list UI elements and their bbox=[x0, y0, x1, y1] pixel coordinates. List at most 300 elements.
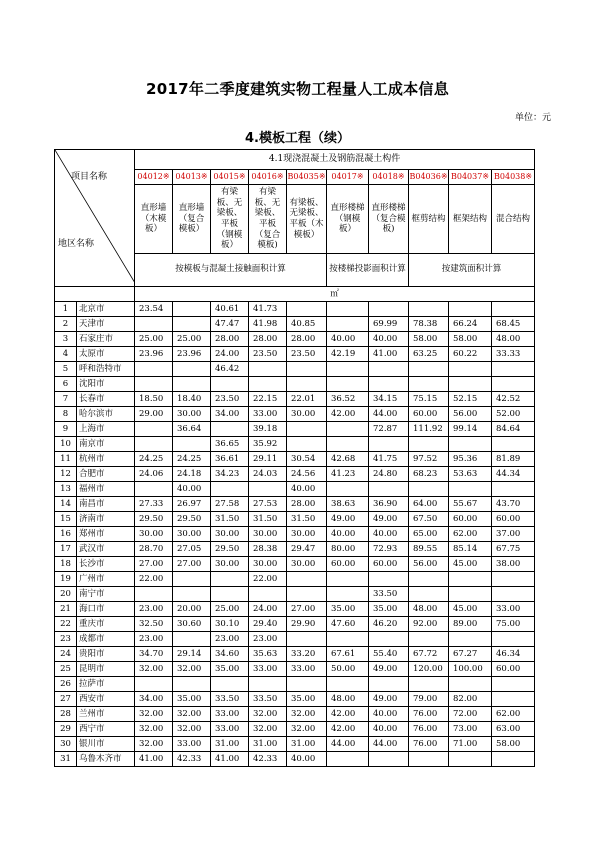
row-number: 1 bbox=[55, 302, 77, 317]
value-cell: 78.38 bbox=[409, 317, 449, 332]
value-cell: 23.00 bbox=[211, 632, 249, 647]
value-cell bbox=[409, 482, 449, 497]
value-cell bbox=[492, 692, 535, 707]
row-number: 18 bbox=[55, 557, 77, 572]
value-cell: 18.50 bbox=[135, 392, 173, 407]
value-cell: 34.70 bbox=[135, 647, 173, 662]
value-cell: 32.00 bbox=[135, 662, 173, 677]
value-cell: 29.47 bbox=[287, 542, 327, 557]
group-header: 4.1现浇混凝土及钢筋混凝土构件 bbox=[135, 150, 535, 170]
value-cell: 40.00 bbox=[327, 527, 369, 542]
value-cell: 30.00 bbox=[211, 557, 249, 572]
row-number: 16 bbox=[55, 527, 77, 542]
value-cell: 40.85 bbox=[287, 317, 327, 332]
value-cell bbox=[135, 317, 173, 332]
value-cell: 33.00 bbox=[287, 662, 327, 677]
value-cell: 46.34 bbox=[492, 647, 535, 662]
value-cell: 35.63 bbox=[249, 647, 287, 662]
value-cell bbox=[327, 572, 369, 587]
value-cell bbox=[211, 377, 249, 392]
value-cell: 33.00 bbox=[249, 662, 287, 677]
value-cell: 24.00 bbox=[211, 347, 249, 362]
value-cell: 28.00 bbox=[211, 332, 249, 347]
table-row bbox=[55, 677, 535, 692]
item-description: 有梁板、无梁板、平板（钢模板） bbox=[211, 185, 249, 254]
value-cell: 38.63 bbox=[327, 497, 369, 512]
table-row bbox=[55, 332, 535, 347]
value-cell: 33.50 bbox=[211, 692, 249, 707]
value-cell bbox=[369, 572, 409, 587]
value-cell bbox=[327, 302, 369, 317]
table-row bbox=[55, 557, 535, 572]
value-cell: 30.00 bbox=[249, 527, 287, 542]
value-cell: 47.60 bbox=[327, 617, 369, 632]
value-cell bbox=[409, 302, 449, 317]
value-cell bbox=[492, 572, 535, 587]
row-number: 2 bbox=[55, 317, 77, 332]
value-cell: 34.00 bbox=[211, 407, 249, 422]
value-cell bbox=[135, 362, 173, 377]
table-row bbox=[55, 497, 535, 512]
value-cell: 40.00 bbox=[173, 482, 211, 497]
value-cell: 72.93 bbox=[369, 542, 409, 557]
value-cell bbox=[173, 632, 211, 647]
value-cell: 85.14 bbox=[449, 542, 492, 557]
row-number: 14 bbox=[55, 497, 77, 512]
value-cell bbox=[135, 482, 173, 497]
value-cell: 53.63 bbox=[449, 467, 492, 482]
value-cell: 60.00 bbox=[449, 512, 492, 527]
city-name: 贵阳市 bbox=[77, 647, 135, 662]
row-number: 20 bbox=[55, 587, 77, 602]
value-cell: 79.00 bbox=[409, 692, 449, 707]
value-cell bbox=[449, 482, 492, 497]
value-cell: 60.00 bbox=[369, 557, 409, 572]
value-cell: 29.11 bbox=[249, 452, 287, 467]
city-name: 长沙市 bbox=[77, 557, 135, 572]
table-row bbox=[55, 437, 535, 452]
value-cell: 72.87 bbox=[369, 422, 409, 437]
value-cell bbox=[449, 587, 492, 602]
value-cell: 32.00 bbox=[135, 707, 173, 722]
value-cell bbox=[492, 482, 535, 497]
value-cell: 76.00 bbox=[409, 722, 449, 737]
value-cell: 68.45 bbox=[492, 317, 535, 332]
table-row bbox=[55, 377, 535, 392]
value-cell: 73.00 bbox=[449, 722, 492, 737]
row-number: 19 bbox=[55, 572, 77, 587]
value-cell: 30.00 bbox=[287, 407, 327, 422]
item-code: 04013※ bbox=[173, 170, 211, 185]
value-cell bbox=[449, 632, 492, 647]
value-cell: 29.50 bbox=[135, 512, 173, 527]
item-code: 04018※ bbox=[369, 170, 409, 185]
value-cell bbox=[173, 362, 211, 377]
value-cell: 23.50 bbox=[211, 392, 249, 407]
value-cell bbox=[409, 437, 449, 452]
value-cell: 60.22 bbox=[449, 347, 492, 362]
value-cell: 67.75 bbox=[492, 542, 535, 557]
row-number: 23 bbox=[55, 632, 77, 647]
cost-table bbox=[54, 149, 535, 767]
value-cell: 41.00 bbox=[211, 752, 249, 767]
value-cell: 31.00 bbox=[287, 737, 327, 752]
table-row bbox=[55, 362, 535, 377]
row-number: 26 bbox=[55, 677, 77, 692]
row-number: 15 bbox=[55, 512, 77, 527]
unit-symbol: ㎡ bbox=[135, 287, 535, 302]
value-cell: 67.50 bbox=[409, 512, 449, 527]
value-cell: 43.70 bbox=[492, 497, 535, 512]
value-cell bbox=[327, 752, 369, 767]
value-cell: 30.00 bbox=[287, 527, 327, 542]
value-cell: 69.99 bbox=[369, 317, 409, 332]
value-cell bbox=[173, 302, 211, 317]
table-row bbox=[55, 392, 535, 407]
city-name: 济南市 bbox=[77, 512, 135, 527]
value-cell bbox=[409, 752, 449, 767]
value-cell: 38.00 bbox=[492, 557, 535, 572]
value-cell bbox=[369, 437, 409, 452]
value-cell bbox=[369, 752, 409, 767]
table-body bbox=[55, 302, 535, 767]
value-cell: 40.00 bbox=[327, 332, 369, 347]
value-cell: 52.15 bbox=[449, 392, 492, 407]
value-cell bbox=[369, 377, 409, 392]
value-cell: 62.00 bbox=[449, 527, 492, 542]
row-number: 17 bbox=[55, 542, 77, 557]
table-row bbox=[55, 527, 535, 542]
row-number: 30 bbox=[55, 737, 77, 752]
value-cell: 32.00 bbox=[287, 722, 327, 737]
value-cell: 27.33 bbox=[135, 497, 173, 512]
value-cell: 60.00 bbox=[409, 407, 449, 422]
row-number: 3 bbox=[55, 332, 77, 347]
value-cell: 46.20 bbox=[369, 617, 409, 632]
value-cell: 40.00 bbox=[369, 722, 409, 737]
value-cell: 55.67 bbox=[449, 497, 492, 512]
value-cell: 58.00 bbox=[409, 332, 449, 347]
value-cell bbox=[449, 752, 492, 767]
value-cell: 39.18 bbox=[249, 422, 287, 437]
value-cell: 45.00 bbox=[449, 557, 492, 572]
value-cell: 48.00 bbox=[492, 332, 535, 347]
value-cell: 23.50 bbox=[249, 347, 287, 362]
value-cell: 31.00 bbox=[211, 737, 249, 752]
value-cell: 67.72 bbox=[409, 647, 449, 662]
table-row bbox=[55, 347, 535, 362]
value-cell: 75.00 bbox=[492, 617, 535, 632]
value-cell: 24.25 bbox=[135, 452, 173, 467]
row-number: 27 bbox=[55, 692, 77, 707]
value-cell: 97.52 bbox=[409, 452, 449, 467]
value-cell bbox=[492, 377, 535, 392]
table-row bbox=[55, 302, 535, 317]
value-cell bbox=[409, 572, 449, 587]
value-cell: 50.00 bbox=[327, 662, 369, 677]
value-cell: 92.00 bbox=[409, 617, 449, 632]
row-number: 8 bbox=[55, 407, 77, 422]
value-cell: 35.00 bbox=[369, 602, 409, 617]
page-title: 2017年二季度建筑实物工程量人工成本信息 bbox=[145, 80, 450, 98]
city-name: 海口市 bbox=[77, 602, 135, 617]
value-cell: 32.00 bbox=[173, 722, 211, 737]
value-cell bbox=[249, 362, 287, 377]
value-cell: 89.55 bbox=[409, 542, 449, 557]
value-cell bbox=[287, 677, 327, 692]
value-cell bbox=[135, 587, 173, 602]
value-cell: 25.00 bbox=[135, 332, 173, 347]
table-row bbox=[55, 692, 535, 707]
item-description: 有梁板、无梁板、平板（复合模板) bbox=[249, 185, 287, 254]
value-cell bbox=[327, 632, 369, 647]
value-cell: 56.00 bbox=[409, 557, 449, 572]
value-cell: 33.00 bbox=[249, 407, 287, 422]
value-cell: 28.00 bbox=[249, 332, 287, 347]
city-name: 广州市 bbox=[77, 572, 135, 587]
city-name: 西宁市 bbox=[77, 722, 135, 737]
city-name: 南京市 bbox=[77, 437, 135, 452]
item-code: 04015※ bbox=[211, 170, 249, 185]
item-description: 直形楼梯（复合模板) bbox=[369, 185, 409, 254]
row-number: 24 bbox=[55, 647, 77, 662]
value-cell bbox=[173, 572, 211, 587]
value-cell: 29.50 bbox=[173, 512, 211, 527]
value-cell bbox=[173, 317, 211, 332]
value-cell: 82.00 bbox=[449, 692, 492, 707]
value-cell: 23.96 bbox=[173, 347, 211, 362]
item-code: 04012※ bbox=[135, 170, 173, 185]
value-cell bbox=[211, 572, 249, 587]
table-row bbox=[55, 737, 535, 752]
value-cell bbox=[449, 677, 492, 692]
value-cell: 30.60 bbox=[173, 617, 211, 632]
row-number: 12 bbox=[55, 467, 77, 482]
value-cell: 72.00 bbox=[449, 707, 492, 722]
value-cell bbox=[369, 362, 409, 377]
table-row bbox=[55, 407, 535, 422]
value-cell bbox=[327, 677, 369, 692]
row-number: 7 bbox=[55, 392, 77, 407]
row-number: 5 bbox=[55, 362, 77, 377]
row-number: 10 bbox=[55, 437, 77, 452]
city-name: 兰州市 bbox=[77, 707, 135, 722]
value-cell bbox=[287, 362, 327, 377]
value-cell: 40.00 bbox=[369, 527, 409, 542]
value-cell: 60.00 bbox=[327, 557, 369, 572]
item-code: 04017※ bbox=[327, 170, 369, 185]
value-cell bbox=[409, 377, 449, 392]
value-cell: 76.00 bbox=[409, 707, 449, 722]
city-name: 南宁市 bbox=[77, 587, 135, 602]
value-cell: 24.03 bbox=[249, 467, 287, 482]
value-cell: 47.47 bbox=[211, 317, 249, 332]
value-cell: 33.00 bbox=[173, 737, 211, 752]
item-code: B04035※ bbox=[287, 170, 327, 185]
table-row bbox=[55, 632, 535, 647]
value-cell: 29.40 bbox=[249, 617, 287, 632]
value-cell: 89.00 bbox=[449, 617, 492, 632]
value-cell: 28.38 bbox=[249, 542, 287, 557]
table-corner-header bbox=[55, 150, 135, 287]
value-cell: 42.33 bbox=[173, 752, 211, 767]
city-name: 郑州市 bbox=[77, 527, 135, 542]
value-cell: 18.40 bbox=[173, 392, 211, 407]
value-cell bbox=[409, 362, 449, 377]
value-cell bbox=[492, 362, 535, 377]
value-cell: 24.18 bbox=[173, 467, 211, 482]
value-cell: 42.33 bbox=[249, 752, 287, 767]
method-contact-area: 按模板与混凝土接触面积计算 bbox=[135, 254, 327, 287]
value-cell: 20.00 bbox=[173, 602, 211, 617]
table-row bbox=[55, 467, 535, 482]
value-cell: 23.00 bbox=[135, 602, 173, 617]
row-number: 22 bbox=[55, 617, 77, 632]
value-cell: 49.00 bbox=[327, 512, 369, 527]
value-cell: 32.00 bbox=[135, 722, 173, 737]
value-cell bbox=[449, 572, 492, 587]
value-cell: 23.00 bbox=[135, 632, 173, 647]
city-name: 西安市 bbox=[77, 692, 135, 707]
corner-diagonal bbox=[55, 150, 135, 283]
item-description: 框架结构 bbox=[449, 185, 492, 254]
value-cell: 33.20 bbox=[287, 647, 327, 662]
unit-row-blank bbox=[55, 287, 135, 302]
value-cell: 36.65 bbox=[211, 437, 249, 452]
value-cell: 30.54 bbox=[287, 452, 327, 467]
value-cell bbox=[327, 362, 369, 377]
value-cell: 30.00 bbox=[173, 527, 211, 542]
value-cell: 31.50 bbox=[211, 512, 249, 527]
item-code: 04016※ bbox=[249, 170, 287, 185]
value-cell: 44.34 bbox=[492, 467, 535, 482]
value-cell: 58.00 bbox=[449, 332, 492, 347]
value-cell bbox=[287, 377, 327, 392]
table-row bbox=[55, 617, 535, 632]
value-cell: 42.19 bbox=[327, 347, 369, 362]
city-name: 石家庄市 bbox=[77, 332, 135, 347]
value-cell: 42.00 bbox=[327, 722, 369, 737]
value-cell: 36.61 bbox=[211, 452, 249, 467]
value-cell: 71.00 bbox=[449, 737, 492, 752]
value-cell: 41.73 bbox=[249, 302, 287, 317]
value-cell bbox=[249, 377, 287, 392]
city-name: 天津市 bbox=[77, 317, 135, 332]
value-cell: 30.10 bbox=[211, 617, 249, 632]
value-cell bbox=[409, 632, 449, 647]
value-cell: 26.97 bbox=[173, 497, 211, 512]
value-cell: 33.33 bbox=[492, 347, 535, 362]
value-cell: 42.00 bbox=[327, 407, 369, 422]
value-cell bbox=[492, 587, 535, 602]
table-row bbox=[55, 752, 535, 767]
value-cell: 41.75 bbox=[369, 452, 409, 467]
city-name: 呼和浩特市 bbox=[77, 362, 135, 377]
table-row bbox=[55, 512, 535, 527]
value-cell bbox=[249, 587, 287, 602]
value-cell: 32.00 bbox=[249, 722, 287, 737]
value-cell: 81.89 bbox=[492, 452, 535, 467]
value-cell bbox=[249, 677, 287, 692]
value-cell: 27.58 bbox=[211, 497, 249, 512]
value-cell: 99.14 bbox=[449, 422, 492, 437]
city-name: 银川市 bbox=[77, 737, 135, 752]
value-cell: 41.23 bbox=[327, 467, 369, 482]
city-name: 乌鲁木齐市 bbox=[77, 752, 135, 767]
value-cell bbox=[287, 572, 327, 587]
value-cell: 32.00 bbox=[173, 707, 211, 722]
value-cell bbox=[449, 437, 492, 452]
value-cell bbox=[409, 677, 449, 692]
value-cell: 31.00 bbox=[249, 737, 287, 752]
item-code: B04037※ bbox=[449, 170, 492, 185]
value-cell: 32.00 bbox=[173, 662, 211, 677]
value-cell: 41.00 bbox=[135, 752, 173, 767]
value-cell: 36.64 bbox=[173, 422, 211, 437]
method-stair-area: 按楼梯投影面积计算 bbox=[327, 254, 409, 287]
city-name: 福州市 bbox=[77, 482, 135, 497]
value-cell: 36.52 bbox=[327, 392, 369, 407]
value-cell bbox=[287, 587, 327, 602]
city-name: 北京市 bbox=[77, 302, 135, 317]
city-name: 沈阳市 bbox=[77, 377, 135, 392]
table-row bbox=[55, 452, 535, 467]
table-row bbox=[55, 572, 535, 587]
value-cell bbox=[211, 677, 249, 692]
value-cell bbox=[287, 422, 327, 437]
value-cell: 36.90 bbox=[369, 497, 409, 512]
value-cell: 23.96 bbox=[135, 347, 173, 362]
item-code: B04036※ bbox=[409, 170, 449, 185]
value-cell: 25.00 bbox=[173, 332, 211, 347]
value-cell: 34.00 bbox=[135, 692, 173, 707]
table-row bbox=[55, 602, 535, 617]
table-row bbox=[55, 647, 535, 662]
item-description: 直形墙（复合模板） bbox=[173, 185, 211, 254]
value-cell: 22.01 bbox=[287, 392, 327, 407]
corner-label-region: 地区名称 bbox=[58, 239, 95, 249]
corner-label-project: 项目名称 bbox=[71, 172, 108, 182]
value-cell: 120.00 bbox=[409, 662, 449, 677]
value-cell: 23.50 bbox=[287, 347, 327, 362]
item-description: 有梁板、无梁板、平板（木模板） bbox=[287, 185, 327, 254]
value-cell bbox=[327, 437, 369, 452]
value-cell: 42.52 bbox=[492, 392, 535, 407]
value-cell bbox=[287, 437, 327, 452]
method-building-area: 按建筑面积计算 bbox=[409, 254, 535, 287]
value-cell: 30.00 bbox=[173, 407, 211, 422]
value-cell bbox=[492, 302, 535, 317]
unit-row bbox=[55, 287, 535, 302]
value-cell: 33.50 bbox=[369, 587, 409, 602]
value-cell: 34.60 bbox=[211, 647, 249, 662]
item-description: 直形墙（木模板） bbox=[135, 185, 173, 254]
table-row bbox=[55, 707, 535, 722]
value-cell: 33.00 bbox=[492, 602, 535, 617]
value-cell bbox=[173, 437, 211, 452]
value-cell: 23.54 bbox=[135, 302, 173, 317]
value-cell: 95.36 bbox=[449, 452, 492, 467]
value-cell: 35.00 bbox=[287, 692, 327, 707]
value-cell: 41.98 bbox=[249, 317, 287, 332]
value-cell: 65.00 bbox=[409, 527, 449, 542]
value-cell: 48.00 bbox=[327, 692, 369, 707]
city-name: 合肥市 bbox=[77, 467, 135, 482]
row-number: 6 bbox=[55, 377, 77, 392]
item-description: 框剪结构 bbox=[409, 185, 449, 254]
city-name: 重庆市 bbox=[77, 617, 135, 632]
value-cell bbox=[249, 482, 287, 497]
